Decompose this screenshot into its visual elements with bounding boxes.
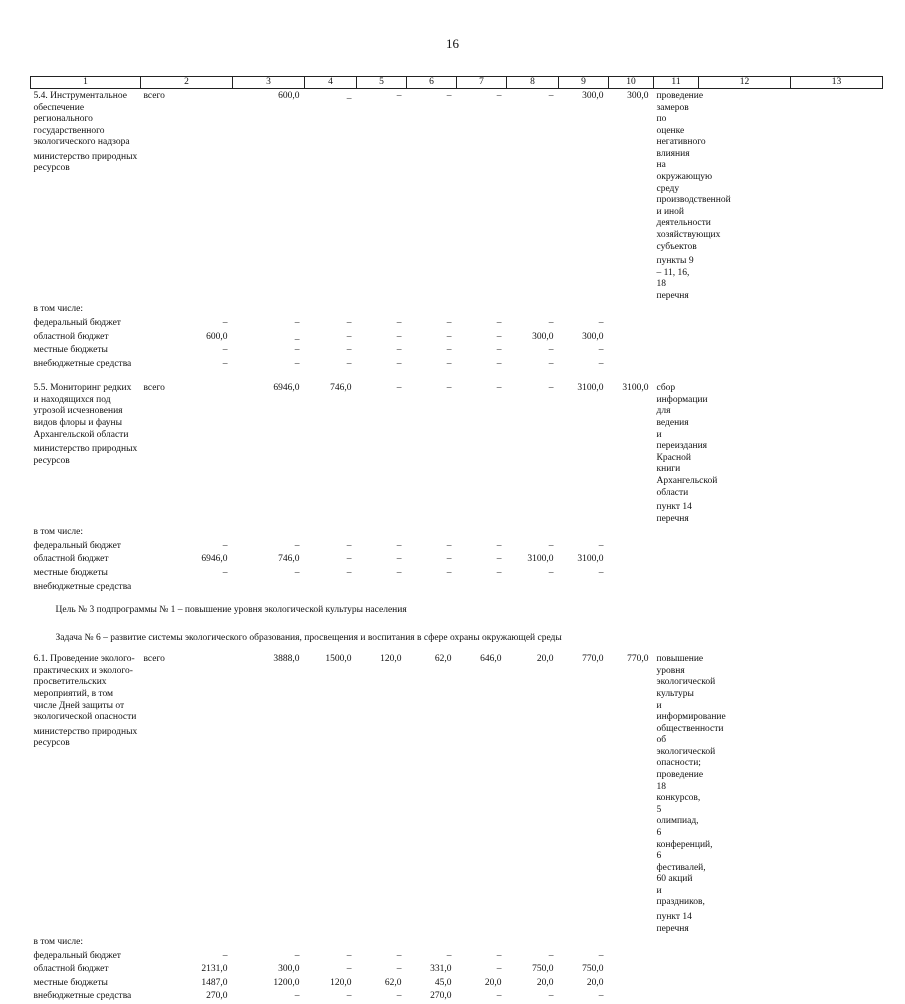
expected-result: сбор информации для ведения и переиздания Красной книги Архангельской области bbox=[654, 381, 699, 500]
funding-value: 300,0 bbox=[559, 331, 609, 345]
column-number-3: 3 bbox=[233, 77, 305, 89]
source-row bbox=[31, 526, 883, 540]
column-number-11: 11 bbox=[654, 77, 699, 89]
funding-source-label: областной бюджет bbox=[31, 331, 141, 345]
funding-value: 1487,0 bbox=[141, 977, 233, 991]
funding-value: – bbox=[305, 990, 357, 1004]
funding-value bbox=[407, 936, 457, 950]
funding-value: 600,0 bbox=[233, 89, 305, 304]
funding-value: – bbox=[305, 950, 357, 964]
funding-value bbox=[507, 303, 559, 317]
funding-value: – bbox=[357, 553, 407, 567]
funding-value bbox=[305, 936, 357, 950]
funding-value: – bbox=[457, 540, 507, 554]
source-row bbox=[31, 581, 883, 595]
executor: министерство природных ресурсов bbox=[31, 442, 141, 468]
source-row bbox=[31, 652, 883, 936]
page-number: 16 bbox=[0, 36, 905, 52]
funding-value bbox=[233, 581, 305, 595]
funding-source-label: местные бюджеты bbox=[31, 567, 141, 581]
funding-value bbox=[559, 581, 609, 595]
funding-value: – bbox=[357, 381, 407, 526]
funding-value bbox=[357, 303, 407, 317]
funding-value: 300,0 bbox=[233, 963, 305, 977]
funding-value: 3888,0 bbox=[233, 652, 305, 936]
funding-source-label: внебюджетные средства bbox=[31, 581, 141, 595]
source-row bbox=[31, 381, 883, 526]
funding-value: – bbox=[457, 317, 507, 331]
funding-source-label: внебюджетные средства bbox=[31, 990, 141, 1004]
header-row bbox=[31, 77, 883, 89]
funding-value: 120,0 bbox=[357, 652, 407, 936]
funding-value: – bbox=[507, 358, 559, 372]
funding-value: 300,0 bbox=[507, 331, 559, 345]
funding-value bbox=[457, 581, 507, 595]
activity-name: 6.1. Проведение эколого-практических и эколого-просветительских мероприятий, в том числе Дней защиты от экологической опасности bbox=[31, 652, 141, 724]
funding-value bbox=[407, 303, 457, 317]
funding-value: – bbox=[507, 990, 559, 1004]
spacer bbox=[31, 371, 883, 381]
funding-value: – bbox=[305, 963, 357, 977]
column-number-5: 5 bbox=[357, 77, 407, 89]
funding-source-label: областной бюджет bbox=[31, 553, 141, 567]
source-row bbox=[31, 358, 883, 372]
funding-value: – bbox=[357, 89, 407, 304]
source-row bbox=[31, 963, 883, 977]
funding-source-label: внебюджетные средства bbox=[31, 358, 141, 372]
funding-value bbox=[141, 581, 233, 595]
funding-value: – bbox=[507, 950, 559, 964]
funding-value: _ bbox=[233, 331, 305, 345]
funding-value: – bbox=[141, 344, 233, 358]
funding-value: – bbox=[507, 381, 559, 526]
funding-value: 746,0 bbox=[233, 553, 305, 567]
funding-value bbox=[141, 936, 233, 950]
funding-value: 646,0 bbox=[457, 652, 507, 936]
funding-value: 3100,0 bbox=[609, 381, 654, 526]
funding-value bbox=[357, 526, 407, 540]
table-body bbox=[31, 89, 883, 1004]
column-number-7: 7 bbox=[457, 77, 507, 89]
funding-value: – bbox=[233, 990, 305, 1004]
source-row bbox=[31, 977, 883, 991]
funding-value: 746,0 bbox=[305, 381, 357, 526]
funding-value: – bbox=[407, 358, 457, 372]
funding-value bbox=[305, 303, 357, 317]
indicator-reference: пункт 14 перечня bbox=[654, 500, 699, 526]
funding-value: – bbox=[457, 89, 507, 304]
indicator-reference: пункты 9 – 11, 16, 18 перечня bbox=[654, 254, 699, 303]
funding-value: 20,0 bbox=[507, 652, 559, 936]
funding-value: – bbox=[559, 567, 609, 581]
funding-value: – bbox=[457, 553, 507, 567]
funding-value bbox=[559, 526, 609, 540]
column-number-8: 8 bbox=[507, 77, 559, 89]
column-number-10: 10 bbox=[609, 77, 654, 89]
funding-value: – bbox=[233, 344, 305, 358]
funding-value: – bbox=[457, 950, 507, 964]
funding-value: – bbox=[559, 540, 609, 554]
funding-value: – bbox=[141, 540, 233, 554]
funding-value: 6946,0 bbox=[233, 381, 305, 526]
funding-value: 3100,0 bbox=[507, 553, 559, 567]
funding-value: – bbox=[357, 990, 407, 1004]
funding-value: – bbox=[357, 950, 407, 964]
source-row bbox=[31, 936, 883, 950]
funding-value: 270,0 bbox=[141, 990, 233, 1004]
funding-value: 600,0 bbox=[141, 331, 233, 345]
column-number-13: 13 bbox=[791, 77, 883, 89]
funding-source-label: местные бюджеты bbox=[31, 977, 141, 991]
funding-value: – bbox=[357, 344, 407, 358]
funding-value: 3100,0 bbox=[559, 381, 609, 526]
funding-value: – bbox=[457, 990, 507, 1004]
funding-value bbox=[559, 936, 609, 950]
funding-value: – bbox=[407, 317, 457, 331]
column-number-6: 6 bbox=[407, 77, 457, 89]
funding-source-label: всего bbox=[141, 381, 233, 526]
funding-value: – bbox=[305, 553, 357, 567]
funding-value: – bbox=[141, 317, 233, 331]
spacer-row bbox=[31, 371, 883, 381]
funding-value bbox=[141, 303, 233, 317]
funding-value bbox=[357, 936, 407, 950]
funding-value: – bbox=[305, 540, 357, 554]
funding-value: – bbox=[305, 358, 357, 372]
source-row bbox=[31, 553, 883, 567]
funding-value: 750,0 bbox=[559, 963, 609, 977]
funding-value: – bbox=[559, 990, 609, 1004]
funding-value: 20,0 bbox=[457, 977, 507, 991]
source-row bbox=[31, 950, 883, 964]
funding-value: – bbox=[357, 963, 407, 977]
funding-value: – bbox=[305, 331, 357, 345]
funding-value: – bbox=[559, 950, 609, 964]
indicator-reference: пункт 14 перечня bbox=[654, 910, 699, 936]
source-row bbox=[31, 344, 883, 358]
funding-source-label: федеральный бюджет bbox=[31, 950, 141, 964]
funding-value: – bbox=[507, 567, 559, 581]
funding-value: – bbox=[507, 317, 559, 331]
funding-value bbox=[507, 936, 559, 950]
funding-value: – bbox=[457, 963, 507, 977]
funding-value bbox=[233, 526, 305, 540]
funding-value bbox=[507, 581, 559, 595]
funding-value bbox=[233, 303, 305, 317]
funding-value: – bbox=[357, 540, 407, 554]
funding-value bbox=[357, 581, 407, 595]
funding-value: – bbox=[233, 540, 305, 554]
funding-value: 1500,0 bbox=[305, 652, 357, 936]
task-heading-row bbox=[31, 625, 883, 653]
activity-name: 5.4. Инструментальное обеспечение регионального государственного экологического надзора bbox=[31, 89, 141, 150]
funding-value bbox=[457, 526, 507, 540]
funding-value: – bbox=[457, 567, 507, 581]
funding-value: – bbox=[407, 950, 457, 964]
funding-value: – bbox=[457, 344, 507, 358]
funding-value bbox=[233, 936, 305, 950]
funding-source-label: в том числе: bbox=[31, 936, 141, 950]
funding-value: – bbox=[357, 317, 407, 331]
source-row bbox=[31, 990, 883, 1004]
funding-value: 120,0 bbox=[305, 977, 357, 991]
source-row bbox=[31, 303, 883, 317]
source-row bbox=[31, 331, 883, 345]
funding-value bbox=[457, 936, 507, 950]
funding-value bbox=[141, 526, 233, 540]
funding-value: – bbox=[305, 344, 357, 358]
funding-value: – bbox=[457, 358, 507, 372]
funding-value: – bbox=[407, 540, 457, 554]
funding-value bbox=[507, 526, 559, 540]
program-table bbox=[30, 76, 883, 1004]
funding-source-label: в том числе: bbox=[31, 303, 141, 317]
source-row bbox=[31, 317, 883, 331]
funding-value: – bbox=[233, 567, 305, 581]
funding-source-label: федеральный бюджет bbox=[31, 540, 141, 554]
funding-value: – bbox=[559, 317, 609, 331]
funding-value bbox=[407, 581, 457, 595]
funding-source-label: в том числе: bbox=[31, 526, 141, 540]
funding-value: 750,0 bbox=[507, 963, 559, 977]
goal-heading: Цель № 3 подпрограммы № 1 – повышение уровня экологической культуры населения bbox=[31, 594, 883, 625]
executor: министерство природных ресурсов bbox=[31, 725, 141, 751]
column-number-4: 4 bbox=[305, 77, 357, 89]
funding-value: 62,0 bbox=[357, 977, 407, 991]
funding-value: – bbox=[559, 358, 609, 372]
goal-heading-row bbox=[31, 594, 883, 625]
funding-value bbox=[457, 303, 507, 317]
funding-value: 20,0 bbox=[559, 977, 609, 991]
funding-value: – bbox=[357, 567, 407, 581]
funding-value: – bbox=[357, 358, 407, 372]
funding-value: 20,0 bbox=[507, 977, 559, 991]
funding-value: – bbox=[407, 553, 457, 567]
funding-value: 3100,0 bbox=[559, 553, 609, 567]
funding-value: – bbox=[305, 317, 357, 331]
funding-value: – bbox=[407, 381, 457, 526]
funding-value: 331,0 bbox=[407, 963, 457, 977]
funding-value: – bbox=[141, 358, 233, 372]
funding-source-label: областной бюджет bbox=[31, 963, 141, 977]
funding-value: – bbox=[407, 331, 457, 345]
funding-source-label: всего bbox=[141, 89, 233, 304]
funding-value: – bbox=[233, 950, 305, 964]
funding-value: – bbox=[407, 567, 457, 581]
funding-value: – bbox=[233, 358, 305, 372]
funding-source-label: федеральный бюджет bbox=[31, 317, 141, 331]
funding-value: – bbox=[141, 950, 233, 964]
column-number-9: 9 bbox=[559, 77, 609, 89]
executor: министерство природных ресурсов bbox=[31, 150, 141, 176]
funding-value: – bbox=[305, 567, 357, 581]
funding-value: 770,0 bbox=[609, 652, 654, 936]
funding-value: 1200,0 bbox=[233, 977, 305, 991]
funding-value: 270,0 bbox=[407, 990, 457, 1004]
task-heading: Задача № 6 – развитие системы экологического образования, просвещения и воспитания в сфере охраны окружающей среды bbox=[31, 625, 883, 653]
funding-value: – bbox=[357, 331, 407, 345]
funding-value: – bbox=[507, 344, 559, 358]
activity-name: 5.5. Мониторинг редких и находящихся под угрозой исчезновения видов флоры и фауны Архангельской области bbox=[31, 381, 141, 442]
expected-result: повышение уровня экологической культуры и информирование общественности об экологической опасности; проведение 18 конкурсов, 5 олимпиад, 6 конференций, 6 фестивалей, 60 акций и праздников, bbox=[654, 652, 699, 910]
funding-value: 6946,0 bbox=[141, 553, 233, 567]
funding-value: – bbox=[457, 331, 507, 345]
funding-value: – bbox=[407, 344, 457, 358]
funding-value bbox=[407, 526, 457, 540]
source-row bbox=[31, 540, 883, 554]
column-number-1: 1 bbox=[31, 77, 141, 89]
funding-value: 300,0 bbox=[559, 89, 609, 304]
funding-value: – bbox=[141, 567, 233, 581]
funding-value bbox=[305, 581, 357, 595]
funding-value bbox=[305, 526, 357, 540]
funding-value: 770,0 bbox=[559, 652, 609, 936]
funding-source-label: всего bbox=[141, 652, 233, 936]
funding-value: – bbox=[233, 317, 305, 331]
source-row bbox=[31, 567, 883, 581]
funding-value: 45,0 bbox=[407, 977, 457, 991]
funding-value: – bbox=[407, 89, 457, 304]
funding-value bbox=[559, 303, 609, 317]
column-number-12: 12 bbox=[699, 77, 791, 89]
funding-value: 2131,0 bbox=[141, 963, 233, 977]
expected-result: проведение замеров по оценке негативного влияния на окружающую среду производственной и иной деятельности хозяйствующих субъектов bbox=[654, 89, 699, 254]
funding-value: 300,0 bbox=[609, 89, 654, 304]
funding-value: – bbox=[559, 344, 609, 358]
funding-value: – bbox=[457, 381, 507, 526]
funding-source-label: местные бюджеты bbox=[31, 344, 141, 358]
funding-value: – bbox=[507, 89, 559, 304]
column-number-2: 2 bbox=[141, 77, 233, 89]
funding-value: _ bbox=[305, 89, 357, 304]
funding-value: – bbox=[507, 540, 559, 554]
source-row bbox=[31, 89, 883, 304]
funding-value: 62,0 bbox=[407, 652, 457, 936]
column-number-header bbox=[31, 77, 883, 89]
